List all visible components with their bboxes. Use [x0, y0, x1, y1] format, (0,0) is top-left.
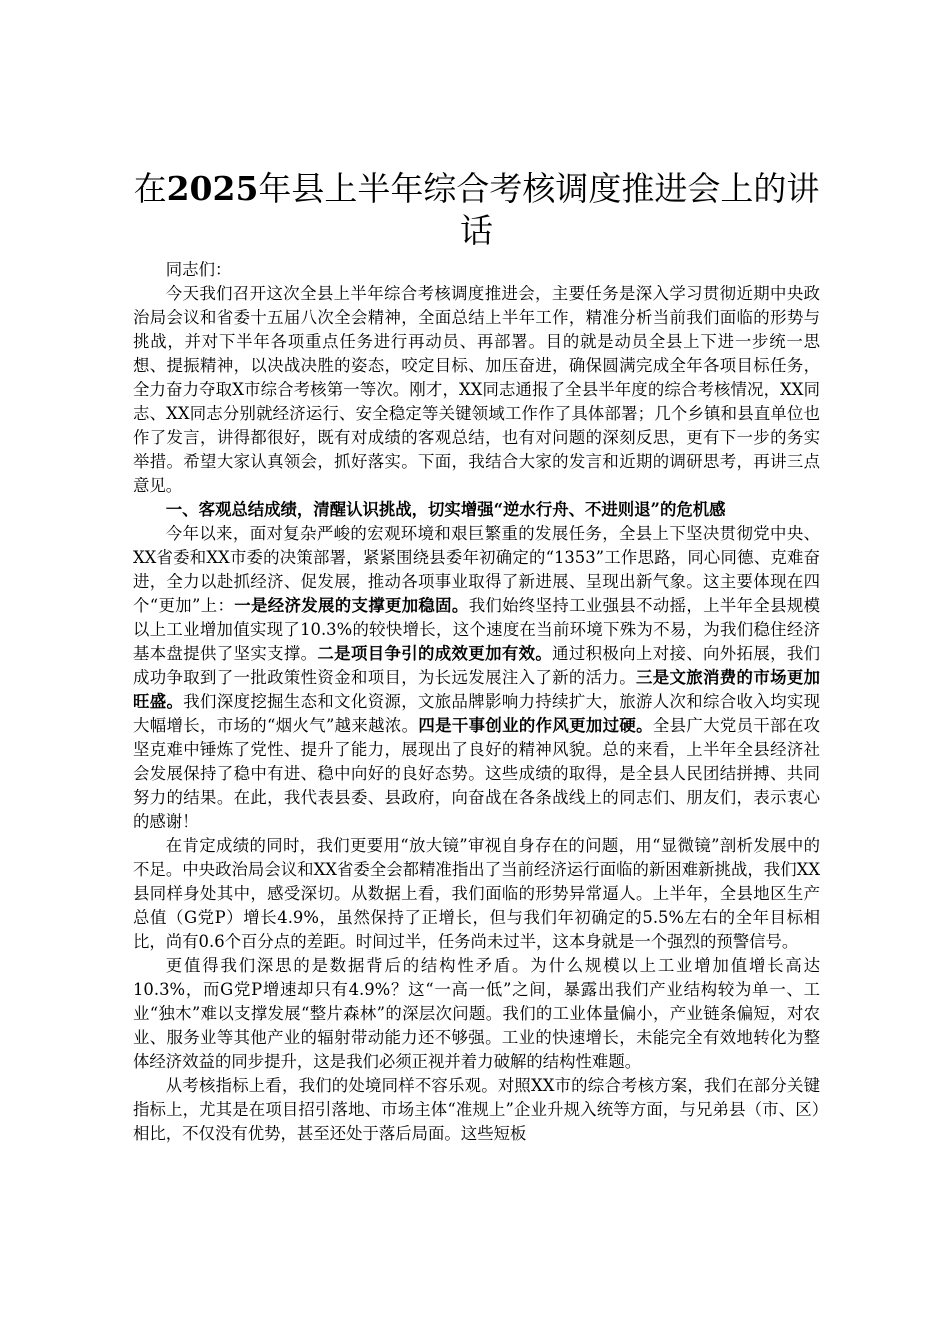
title-year: 2025: [166, 169, 259, 208]
salutation: 同志们：: [165, 260, 232, 279]
point-three-heading: 三是文旅消费的市场更加旺盛。: [133, 668, 821, 711]
point-one-heading: 一是经济发展的支撑更加稳固。: [234, 596, 469, 615]
point-two-text: 通过积极向上对接、向外拓展，我们成功争取到了一批政策性资金和项目，为长远发展注入了新的活力。: [133, 644, 821, 687]
document-title: [133, 168, 820, 252]
achievements-intro: 今年以来，面对复杂严峻的宏观环境和艰巨繁重的发展任务，全县上下坚决贯彻党中央、XX省委和XX市委的决策部署，紧紧围绕县委年初确定的“1353”工作思路，同心同德、克难奋进，全力以赴抓经济、促发展，推动各项事业取得了新进展、呈现出新气象。这主要体现在四个“更加”上：: [133, 524, 820, 615]
paragraph-achievements: [133, 522, 820, 834]
paragraph-indicators: 从考核指标上看，我们的处境同样不容乐观。对照XX市的综合考核方案，我们在部分关键指标上，尤其是在项目招引落地、市场主体“准规上”企业升规入统等方面，与兄弟县（市、区）相比，不仅没有优势，甚至还处于落后局面。这些短板: [133, 1076, 820, 1143]
section-heading-1: 一、客观总结成绩，清醒认识挑战，切实增强“逆水行舟、不进则退”的危机感: [165, 500, 726, 519]
point-one-text: 我们始终坚持工业强县不动摇，上半年全县规模以上工业增加值实现了10.3%的较快增长，这个速度在当前环境下殊为不易，为我们稳住经济基本盘提供了坚实支撑。: [133, 596, 821, 663]
point-four-heading: 四是干事创业的作风更加过硬。: [418, 716, 653, 735]
title-suffix: 年县上半年综合考核调度推进会上的讲话: [258, 169, 820, 250]
point-four-text: 全县广大党员干部在攻坚克难中锤炼了党性、提升了能力，展现出了良好的精神风貌。总的来看，上半年全县经济社会发展保持了稳中有进、稳中向好的良好态势。这些成绩的取得，是全县人民团结拼搏、共同努力的结果。在此，我代表县委、县政府，向奋战在各条战线上的同志们、朋友们，表示衷心的感谢！: [133, 716, 821, 831]
paragraph-problems: 在肯定成绩的同时，我们更要用“放大镜”审视自身存在的问题，用“显微镜”剖析发展中的不足。中央政治局会议和XX省委全会都精准指出了当前经济运行面临的新困难新挑战，我们XX县同样身处其中，感受深切。从数据上看，我们面临的形势异常逼人。上半年，全县地区生产总值（G党P）增长4.9%，虽然保持了正增长，但与我们年初确定的5.5%左右的全年目标相比，尚有0.6个百分点的差距。时间过半，任务尚未过半，这本身就是一个强烈的预警信号。: [133, 836, 820, 951]
point-three-text: 我们深度挖掘生态和文化资源，文旅品牌影响力持续扩大，旅游人次和综合收入均实现大幅增长，市场的“烟火气”越来越浓。: [133, 692, 820, 735]
paragraph-opening: 今天我们召开这次全县上半年综合考核调度推进会，主要任务是深入学习贯彻近期中央政治局会议和省委十五届八次全会精神，全面总结上半年工作，精准分析当前我们面临的形势与挑战，并对下半年各项重点任务进行再动员、再部署。目的就是动员全县上下进一步统一思想、提振精神，以决战决胜的姿态，咬定目标、加压奋进，确保圆满完成全年各项目标任务，全力奋力夺取X市综合考核第一等次。刚才，XX同志通报了全县半年度的综合考核情况，XX同志、XX同志分别就经济运行、安全稳定等关键领域工作作了具体部署；几个乡镇和县直单位也作了发言，讲得都很好，既有对成绩的客观总结，也有对问题的深刻反思，更有下一步的务实举措。希望大家认真领会，抓好落实。下面，我结合大家的发言和近期的调研思考，再讲三点意见。: [133, 284, 820, 495]
paragraph-structure: 更值得我们深思的是数据背后的结构性矛盾。为什么规模以上工业增加值增长高达10.3%，而G党P增速却只有4.9%？这“一高一低”之间，暴露出我们产业结构较为单一、工业“独木”难以支撑发展“整片森林”的深层次问题。我们的工业体量偏小，产业链条偏短，对农业、服务业等其他产业的辐射带动能力还不够强。工业的快速增长，未能完全有效地转化为整体经济效益的同步提升，这是我们必须正视并着力破解的结构性难题。: [133, 956, 820, 1071]
point-two-heading: 二是项目争引的成效更加有效。: [317, 644, 553, 663]
title-prefix: 在: [133, 169, 167, 208]
